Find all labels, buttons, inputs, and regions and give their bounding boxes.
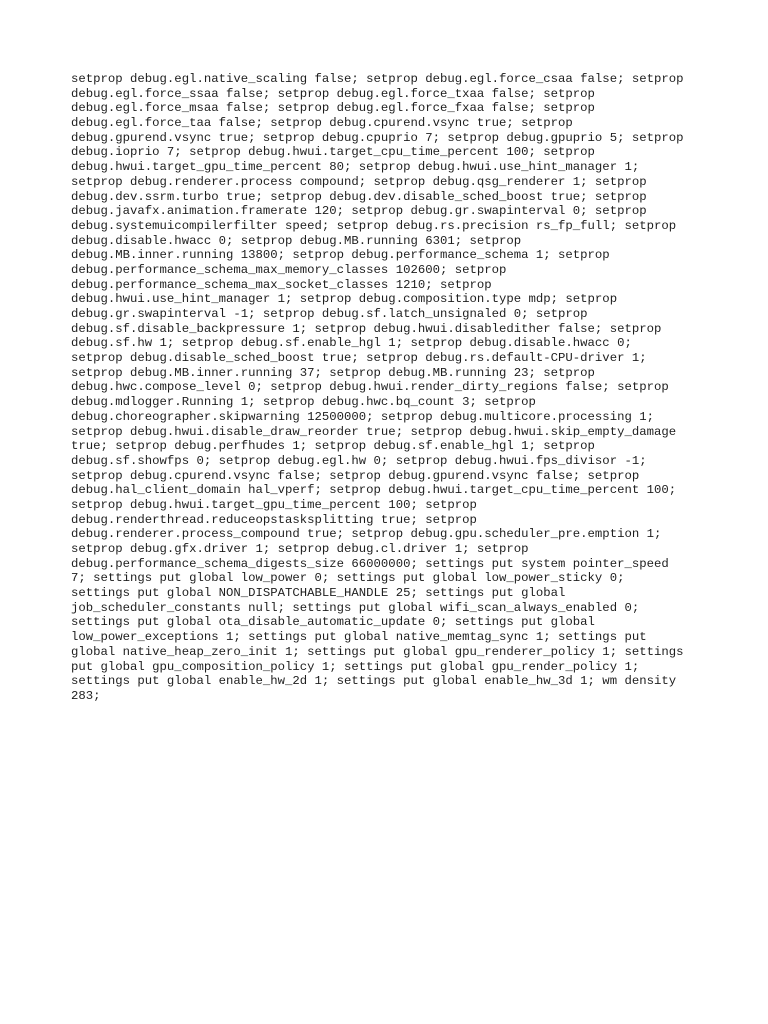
text-line: debug.hwui.use_hint_manager 1; setprop debug.composition.type mdp; setprop: [71, 292, 618, 307]
text-line: debug.mdlogger.Running 1; setprop debug.hwc.bq_count 3; setprop: [71, 395, 536, 410]
text-line: debug.performance_schema_max_socket_classes 1210; setprop: [71, 277, 492, 292]
text-line: debug.systemuicompilerfilter speed; setprop debug.rs.precision rs_fp_full; setprop: [71, 218, 677, 233]
text-line: debug.egl.force_taa false; setprop debug.cpurend.vsync true; setprop: [71, 116, 573, 131]
text-line: debug.choreographer.skipwarning 12500000; setprop debug.multicore.processing 1;: [71, 409, 654, 424]
text-line: low_power_exceptions 1; settings put global native_memtag_sync 1; settings put: [71, 630, 647, 645]
text-line: debug.egl.force_msaa false; setprop debug.egl.force_fxaa false; setprop: [71, 101, 595, 116]
text-line: setprop debug.egl.native_scaling false; setprop debug.egl.force_csaa false; setprop: [71, 72, 684, 86]
text-line: debug.MB.inner.running 13800; setprop debug.performance_schema 1; setprop: [71, 248, 610, 263]
text-line: debug.sf.disable_backpressure 1; setprop debug.hwui.disabledither false; setprop: [71, 321, 662, 336]
text-line: debug.renderer.process_compound true; setprop debug.gpu.scheduler_pre.emption 1;: [71, 527, 662, 542]
text-line: debug.renderthread.reduceopstasksplitting true; setprop: [71, 512, 477, 527]
document-body: [71, 72, 711, 704]
text-line: debug.performance_schema_max_memory_classes 102600; setprop: [71, 262, 507, 277]
text-line: debug.gr.swapinterval -1; setprop debug.sf.latch_unsignaled 0; setprop: [71, 307, 588, 321]
text-line: debug.javafx.animation.framerate 120; setprop debug.gr.swapinterval 0; setprop: [71, 204, 647, 219]
text-line: 7; settings put global low_power 0; settings put global low_power_sticky 0;: [71, 571, 625, 586]
text-line: debug.egl.force_ssaa false; setprop debug.egl.force_txaa false; setprop: [71, 86, 595, 101]
text-line: setprop debug.hwui.disable_draw_reorder true; setprop debug.hwui.skip_empty_damage: [71, 424, 677, 439]
text-line: debug.hwui.target_gpu_time_percent 80; setprop debug.hwui.use_hint_manager 1;: [71, 160, 640, 175]
text-line: debug.hwc.compose_level 0; setprop debug.hwui.render_dirty_regions false; setprop: [71, 380, 669, 395]
text-line: 283;: [71, 688, 101, 703]
text-line: put global gpu_composition_policy 1; settings put global gpu_render_policy 1;: [71, 659, 640, 674]
text-line: setprop debug.hwui.target_gpu_time_percent 100; setprop: [71, 497, 477, 512]
text-line: settings put global enable_hw_2d 1; settings put global enable_hw_3d 1; wm density: [71, 674, 677, 689]
text-line: settings put global NON_DISPATCHABLE_HANDLE 25; settings put global: [71, 586, 566, 601]
text-line: debug.ioprio 7; setprop debug.hwui.target_cpu_time_percent 100; setprop: [71, 145, 595, 160]
text-line: true; setprop debug.perfhudes 1; setprop debug.sf.enable_hgl 1; setprop: [71, 439, 595, 454]
text-line: setprop debug.disable_sched_boost true; setprop debug.rs.default-CPU-driver 1;: [71, 351, 647, 366]
text-line: setprop debug.cpurend.vsync false; setprop debug.gpurend.vsync false; setprop: [71, 468, 640, 483]
text-line: setprop debug.gfx.driver 1; setprop debug.cl.driver 1; setprop: [71, 542, 529, 556]
text-line: debug.gpurend.vsync true; setprop debug.cpuprio 7; setprop debug.gpuprio 5; setprop: [71, 130, 684, 145]
text-line: setprop debug.renderer.process compound; setprop debug.qsg_renderer 1; setprop: [71, 174, 647, 189]
text-line: debug.performance_schema_digests_size 66000000; settings put system pointer_speed: [71, 556, 669, 571]
text-line: global native_heap_zero_init 1; settings put global gpu_renderer_policy 1; settings: [71, 644, 684, 659]
text-line: setprop debug.MB.inner.running 37; setprop debug.MB.running 23; setprop: [71, 365, 595, 380]
text-line: debug.dev.ssrm.turbo true; setprop debug.dev.disable_sched_boost true; setprop: [71, 189, 647, 204]
text-line: debug.sf.hw 1; setprop debug.sf.enable_hgl 1; setprop debug.disable.hwacc 0;: [71, 336, 632, 351]
text-line: job_scheduler_constants null; settings put global wifi_scan_always_enabled 0;: [71, 600, 640, 615]
text-line: debug.sf.showfps 0; setprop debug.egl.hw 0; setprop debug.hwui.fps_divisor -1;: [71, 453, 647, 468]
text-line: settings put global ota_disable_automatic_update 0; settings put global: [71, 615, 595, 630]
text-line: debug.hal_client_domain hal_vperf; setprop debug.hwui.target_cpu_time_percent 100;: [71, 483, 677, 498]
text-line: debug.disable.hwacc 0; setprop debug.MB.running 6301; setprop: [71, 233, 522, 248]
